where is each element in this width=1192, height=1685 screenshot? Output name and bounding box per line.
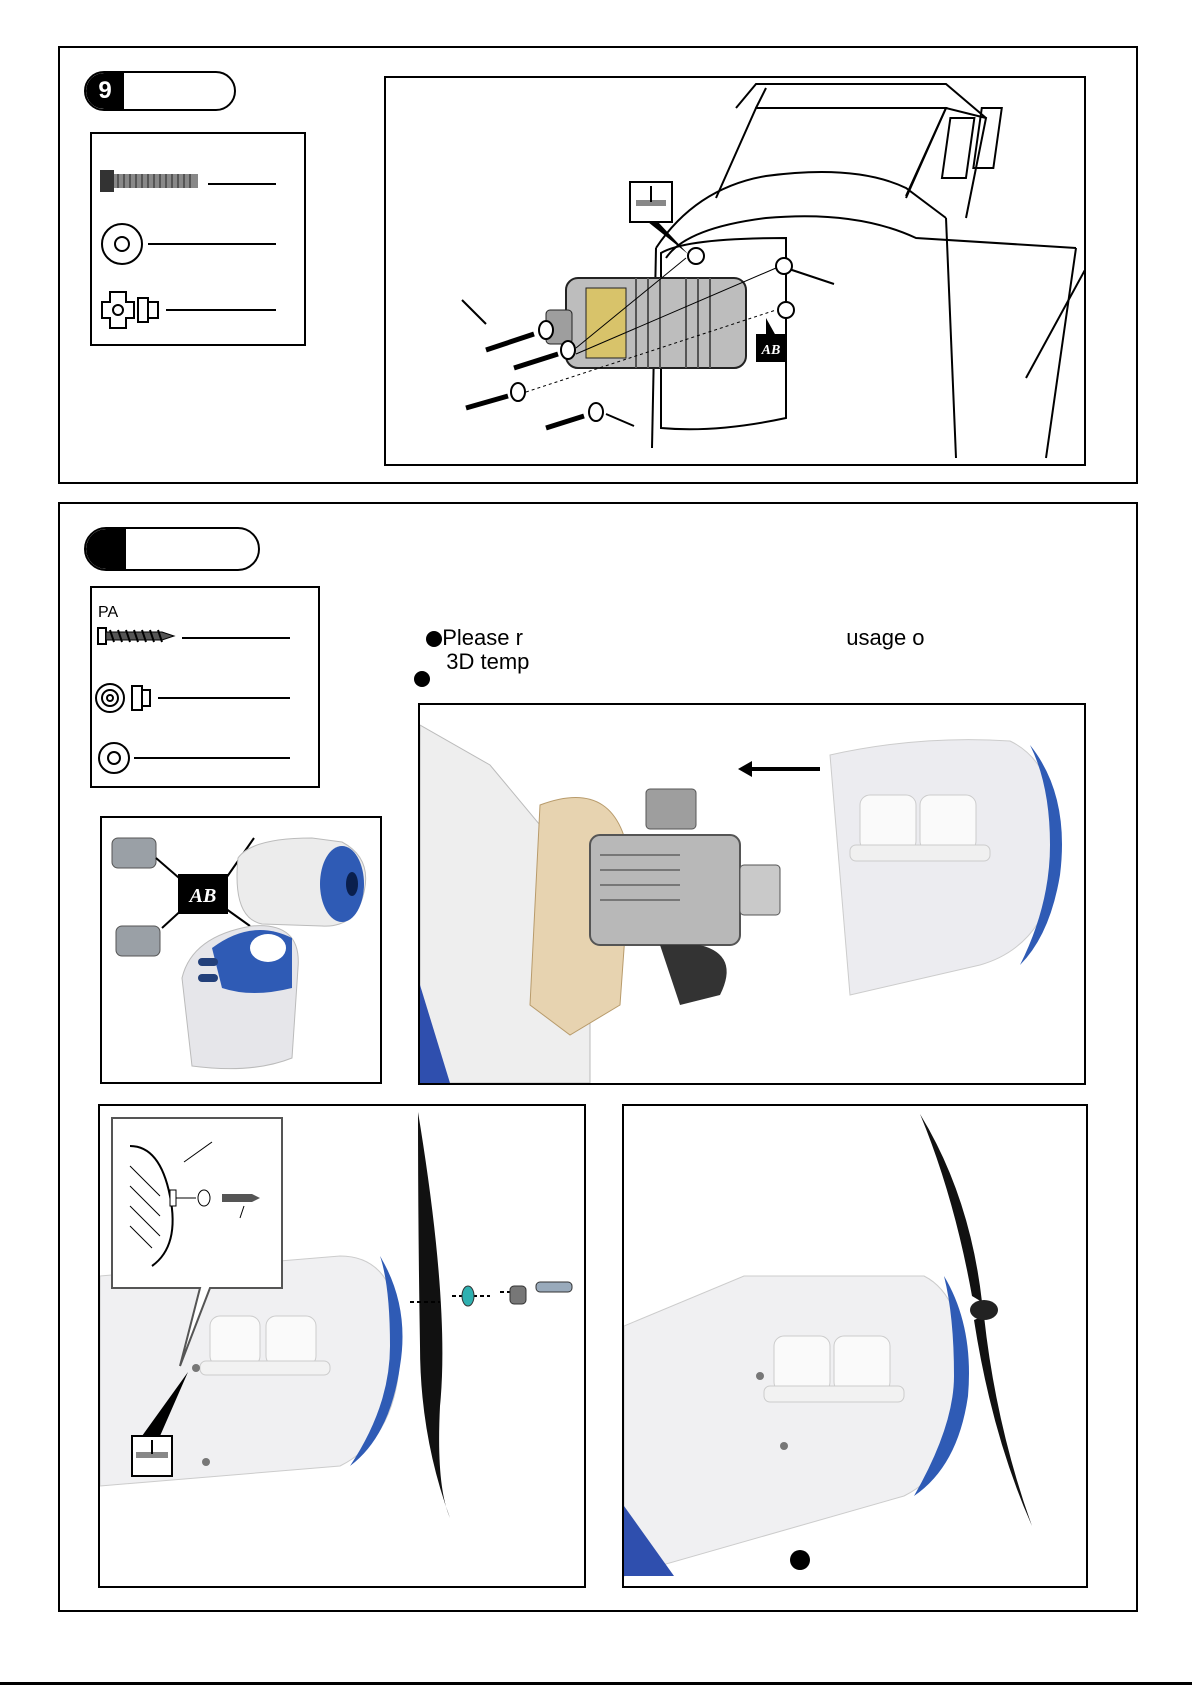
instruction-note-2-bullet <box>414 670 430 688</box>
step-10-pill <box>84 527 260 571</box>
propeller-icon <box>418 1112 450 1518</box>
prop-nut-icon <box>96 684 150 712</box>
cowl-installation-photo <box>418 703 1086 1085</box>
step-10-hardware-box <box>90 586 320 788</box>
instruction-note-1-continued: usage o <box>846 625 925 650</box>
bullet-icon <box>790 1550 810 1570</box>
instruction-note-1-line2: 3D temp <box>446 649 530 674</box>
bullet-icon <box>414 671 430 687</box>
step-10-number <box>86 529 126 569</box>
engine-mount-illustration <box>384 76 1086 466</box>
self-tapping-screw-icon <box>98 628 174 644</box>
svg-text:AB: AB <box>189 885 217 907</box>
step-9-pill <box>84 71 236 111</box>
engine-icon <box>546 278 746 368</box>
cowl-components-photo <box>100 816 382 1084</box>
bolt-icon <box>536 1282 572 1292</box>
arrow-head-icon <box>738 761 752 777</box>
svg-text:AB: AB <box>761 343 781 358</box>
blind-nut-icon <box>102 292 158 328</box>
epoxy-ab-badge <box>756 318 786 362</box>
epoxy-ab-badge <box>178 874 228 914</box>
cowl-icon <box>830 740 1062 995</box>
washer-icon <box>99 743 129 773</box>
washer-icon <box>102 224 142 264</box>
cowl-icon <box>182 926 298 1069</box>
step-9-hardware-box <box>90 132 306 346</box>
instruction-note-1: Please r <box>414 602 523 650</box>
bolt-icon <box>100 170 198 192</box>
completed-propeller-photo <box>622 1104 1088 1588</box>
washer-icon <box>462 1286 474 1306</box>
screw-type-label: PA <box>98 604 119 621</box>
propeller-assembly-photo <box>98 1104 586 1588</box>
prop-nut-icon <box>510 1286 526 1304</box>
step-9-number: 9 <box>86 73 124 109</box>
spinner-icon <box>237 838 366 926</box>
